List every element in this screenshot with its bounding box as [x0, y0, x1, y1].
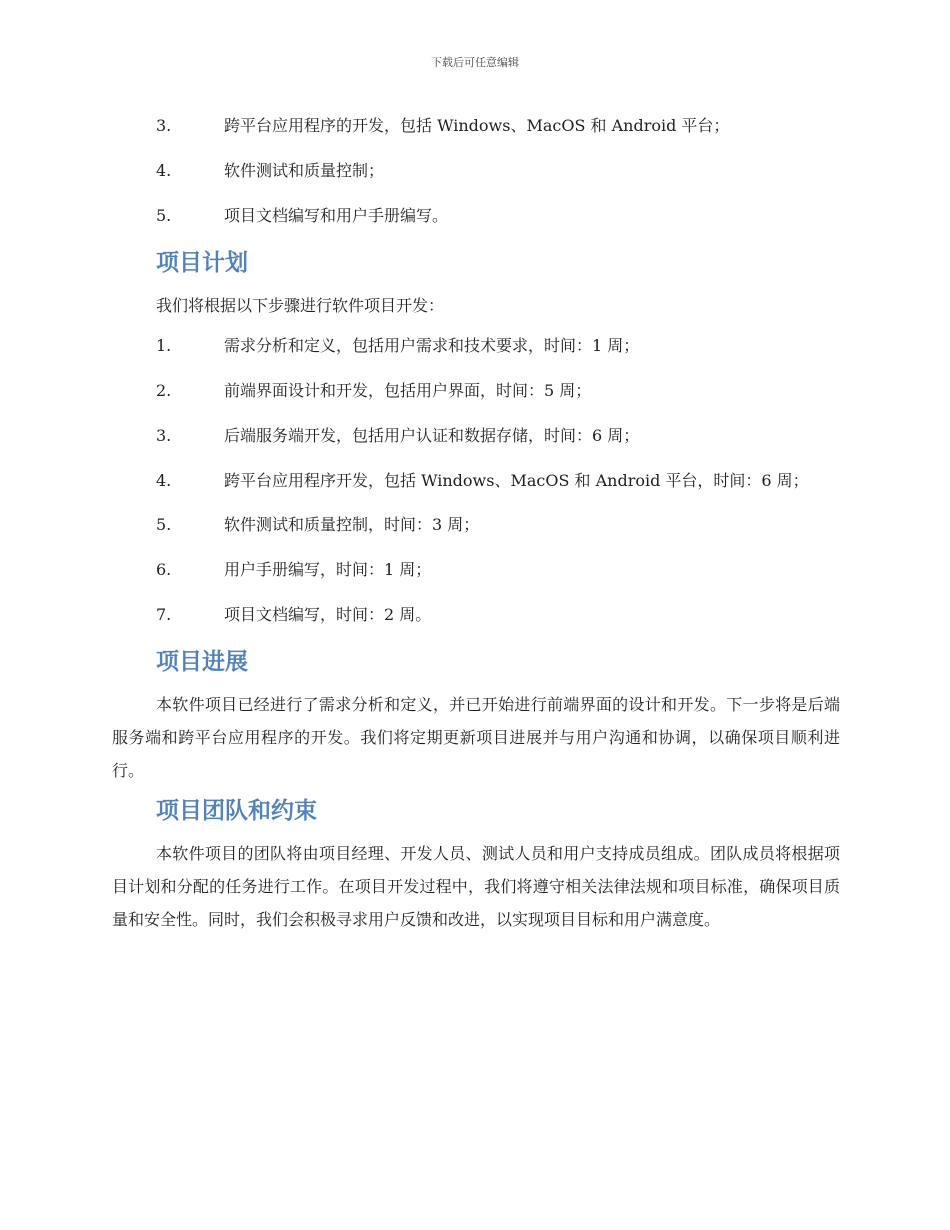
- list-number: 4.: [156, 161, 172, 180]
- list-text: 跨平台应用程序开发，包括 Windows、MacOS 和 Android 平台，时间：6 周；: [224, 471, 809, 490]
- list-text: 项目文档编写和用户手册编写。: [224, 206, 449, 225]
- list-number: 3.: [156, 426, 172, 445]
- list-item: [112, 375, 840, 407]
- team-paragraph: 本软件项目的团队将由项目经理、开发人员、测试人员和用户支持成员组成。团队成员将根据项目计划和分配的任务进行工作。在项目开发过程中，我们将遵守相关法律法规和项目标准，确保项目质量和安全性。同时，我们会积极寻求用户反馈和改进，以实现项目目标和用户满意度。: [112, 844, 840, 929]
- list-item: [112, 554, 840, 586]
- list-number: 5.: [156, 515, 172, 534]
- list-text: 项目文档编写，时间：2 周。: [224, 605, 432, 624]
- plan-intro: 我们将根据以下步骤进行软件项目开发：: [156, 296, 445, 315]
- list-number: 5.: [156, 206, 172, 225]
- list-item: [112, 420, 840, 452]
- list-text: 跨平台应用程序的开发，包括 Windows、MacOS 和 Android 平台；: [224, 116, 730, 135]
- list-number: 4.: [156, 471, 172, 490]
- progress-paragraph: 本软件项目已经进行了需求分析和定义，并已开始进行前端界面的设计和开发。下一步将是后端服务端和跨平台应用程序的开发。我们将定期更新项目进展并与用户沟通和协调，以确保项目顺利进行。: [112, 695, 840, 780]
- list-text: 需求分析和定义，包括用户需求和技术要求，时间：1 周；: [224, 336, 640, 355]
- list-item: [112, 110, 840, 142]
- list-text: 软件测试和质量控制，时间：3 周；: [224, 515, 480, 534]
- section-heading-team: 项目团队和约束: [156, 798, 317, 824]
- list-number: 6.: [156, 560, 172, 579]
- document-body: [112, 110, 840, 942]
- section-heading-progress: 项目进展: [156, 649, 248, 675]
- list-item: [112, 509, 840, 541]
- list-item: [112, 330, 840, 362]
- list-item: [112, 200, 840, 232]
- list-item: [112, 155, 840, 187]
- page-header: 下载后可任意编辑: [431, 56, 519, 69]
- list-number: 1.: [156, 336, 172, 355]
- section-heading-plan: 项目计划: [156, 250, 248, 276]
- list-text: 前端界面设计和开发，包括用户界面，时间：5 周；: [224, 381, 592, 400]
- list-item: [112, 599, 840, 631]
- list-text: 用户手册编写，时间：1 周；: [224, 560, 432, 579]
- list-number: 7.: [156, 605, 172, 624]
- list-item: [112, 465, 840, 497]
- list-text: 后端服务端开发，包括用户认证和数据存储，时间：6 周；: [224, 426, 640, 445]
- list-number: 3.: [156, 116, 172, 135]
- list-text: 软件测试和质量控制；: [224, 161, 385, 180]
- list-number: 2.: [156, 381, 172, 400]
